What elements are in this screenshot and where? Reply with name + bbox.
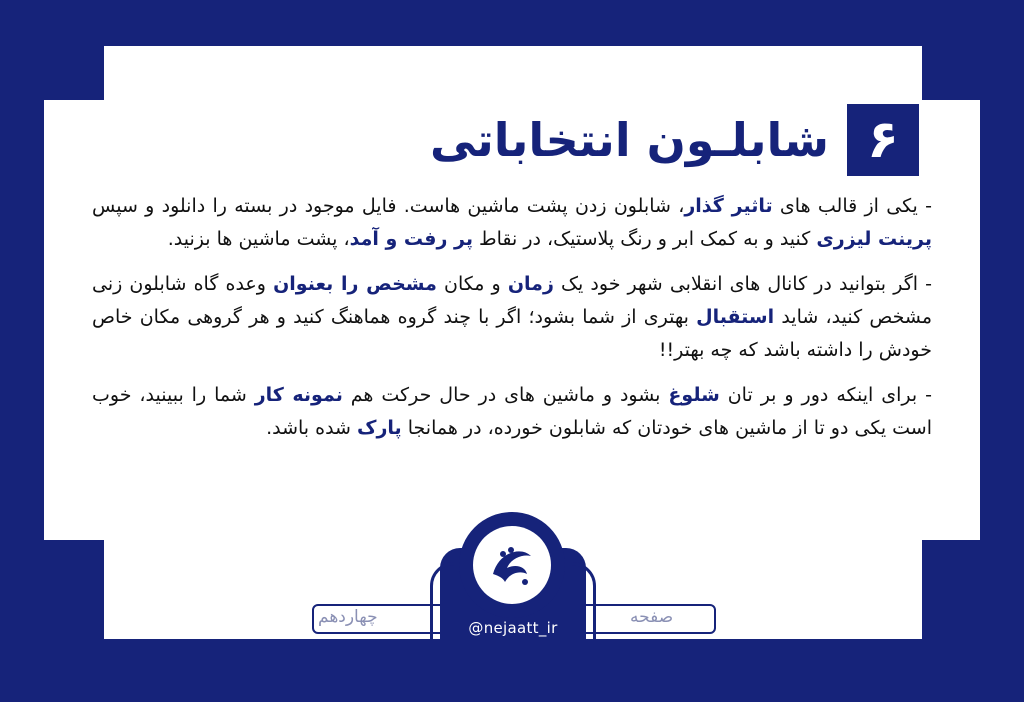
paragraph (92, 190, 932, 256)
paragraph-text: - برای اینکه دور و بر تان (719, 384, 932, 406)
emphasis-text: پر رفت و آمد (349, 228, 473, 250)
paragraph (92, 268, 932, 367)
emphasis-text: زمان (507, 273, 554, 295)
body-text (92, 190, 932, 457)
paragraph-text: بهتری از شما بشود؛ اگر با چند گروه هماهنگ کنید و هر گروهی مکان خاص خودش را داشته باشد که چه بهتر!! (92, 306, 932, 361)
paragraph-text: شما را ببینید، خوب است یکی دو تا از ماشین های خودتان که شابلون خورده، در همانجا (92, 384, 932, 439)
page-number-word: چهاردهم (318, 607, 378, 627)
social-handle: @nejaatt_ir (468, 619, 558, 637)
paragraph-text: کنید و به کمک ابر و رنگ پلاستیک، در نقاط (473, 228, 817, 250)
paragraph-text: ، پشت ماشین ها بزنید. (167, 228, 350, 250)
paragraph-text: وعده گاه شابلون زنی مشخص کنید، شاید (92, 273, 932, 328)
nejaat-logo-icon (473, 526, 551, 604)
paragraph-text: بشود و ماشین های در حال حرکت هم (342, 384, 669, 406)
paragraph-text: و مکان (436, 273, 508, 295)
emphasis-text: استقبال (696, 306, 775, 328)
page-word: صفحه (630, 607, 674, 627)
card-top (104, 46, 922, 102)
page-title: شابلـون انتخاباتی (430, 113, 829, 167)
paragraph (92, 379, 932, 445)
logo-mark (481, 534, 543, 596)
emphasis-text: پرینت لیزری (816, 228, 932, 250)
emphasis-text: شلوغ (668, 384, 720, 406)
emphasis-text: پارک (357, 417, 402, 439)
paragraph-text: شده باشد. (266, 417, 358, 439)
paragraph-text: - یکی از قالب های (772, 195, 932, 217)
emphasis-text: نمونه کار (254, 384, 343, 406)
paragraph-text: - اگر بتوانید در کانال های انقلابی شهر خود یک (553, 273, 932, 295)
title-number-badge: ۶ (847, 104, 919, 176)
paragraph-text: ، شابلون زدن پشت ماشین هاست. فایل موجود در بسته را دانلود و سپس (92, 195, 685, 217)
emphasis-text: مشخص را بعنوان (273, 273, 437, 295)
emphasis-text: تاثیر گذار (684, 195, 773, 217)
title-block (430, 103, 919, 177)
logo (459, 512, 565, 618)
